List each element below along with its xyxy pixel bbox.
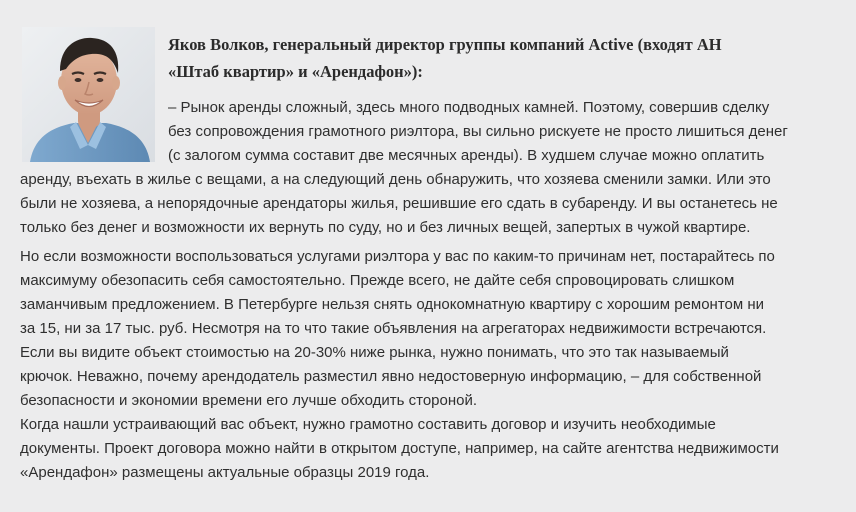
portrait-photo xyxy=(22,27,155,162)
paragraph-2-line: максимуму обезопасить себя самостоятельно. Прежде всего, не дайте себя спровоцировать слишком xyxy=(20,272,735,289)
paragraph-1-line: без сопровождения грамотного риэлтора, вы сильно рискуете не просто лишиться денег xyxy=(168,123,788,140)
quote-header-line-2: «Штаб квартир» и «Арендафон»): xyxy=(168,62,423,81)
portrait-illustration xyxy=(22,27,155,162)
paragraph-2-line: крючок. Неважно, почему арендодатель разместил явно недостоверную информацию, – для собственной xyxy=(20,368,762,385)
paragraph-1-beside-photo xyxy=(168,96,838,168)
paragraph-2-line: безопасности и экономии времени его лучше обходить стороной. xyxy=(20,392,478,409)
paragraph-1-line: были не хозяева, а непорядочные арендаторы жилья, решившие его сдать в субаренду. И вы останетесь не xyxy=(20,195,778,212)
paragraph-3-line: Когда нашли устраивающий вас объект, нужно грамотно составить договор и изучить необходимые xyxy=(20,416,716,433)
paragraph-1-continued xyxy=(20,168,838,240)
quote-header-line-1: Яков Волков, генеральный директор группы компаний Active (входят АН xyxy=(168,35,722,54)
paragraph-1-line: (с залогом сумма составит две месячных аренды). В худшем случае можно оплатить xyxy=(168,147,765,164)
paragraph-2-line: заманчивым предложением. В Петербурге нельзя снять однокомнатную квартиру с хорошим ремонтом ни xyxy=(20,296,765,313)
paragraph-3-line: документы. Проект договора можно найти в открытом доступе, например, на сайте агентства недвижимости xyxy=(20,440,779,457)
quote-header xyxy=(168,31,838,85)
paragraph-1-line: – Рынок аренды сложный, здесь много подводных камней. Поэтому, совершив сделку xyxy=(168,99,770,116)
paragraph-1-line: аренду, въехать в жилье с вещами, а на следующий день обнаружить, что хозяева сменили замки. Или это xyxy=(20,171,771,188)
paragraph-2 xyxy=(20,245,838,413)
paragraph-2-line: Если вы видите объект стоимостью на 20-30% ниже рынка, нужно понимать, что это так называемый xyxy=(20,344,729,361)
paragraph-3 xyxy=(20,413,838,485)
paragraph-3-line: «Арендафон» размещены актуальные образцы 2019 года. xyxy=(20,464,430,481)
paragraph-2-line: за 15, ни за 17 тыс. руб. Несмотря на то что такие объявления на агрегаторах недвижимости встречаются. xyxy=(20,320,767,337)
paragraph-1-line: только без денег и возможности их вернуть по суду, но и без личных вещей, запертых в чужой квартире. xyxy=(20,219,751,236)
paragraph-2-line: Но если возможности воспользоваться услугами риэлтора у вас по каким-то причинам нет, постарайтесь по xyxy=(20,248,775,265)
